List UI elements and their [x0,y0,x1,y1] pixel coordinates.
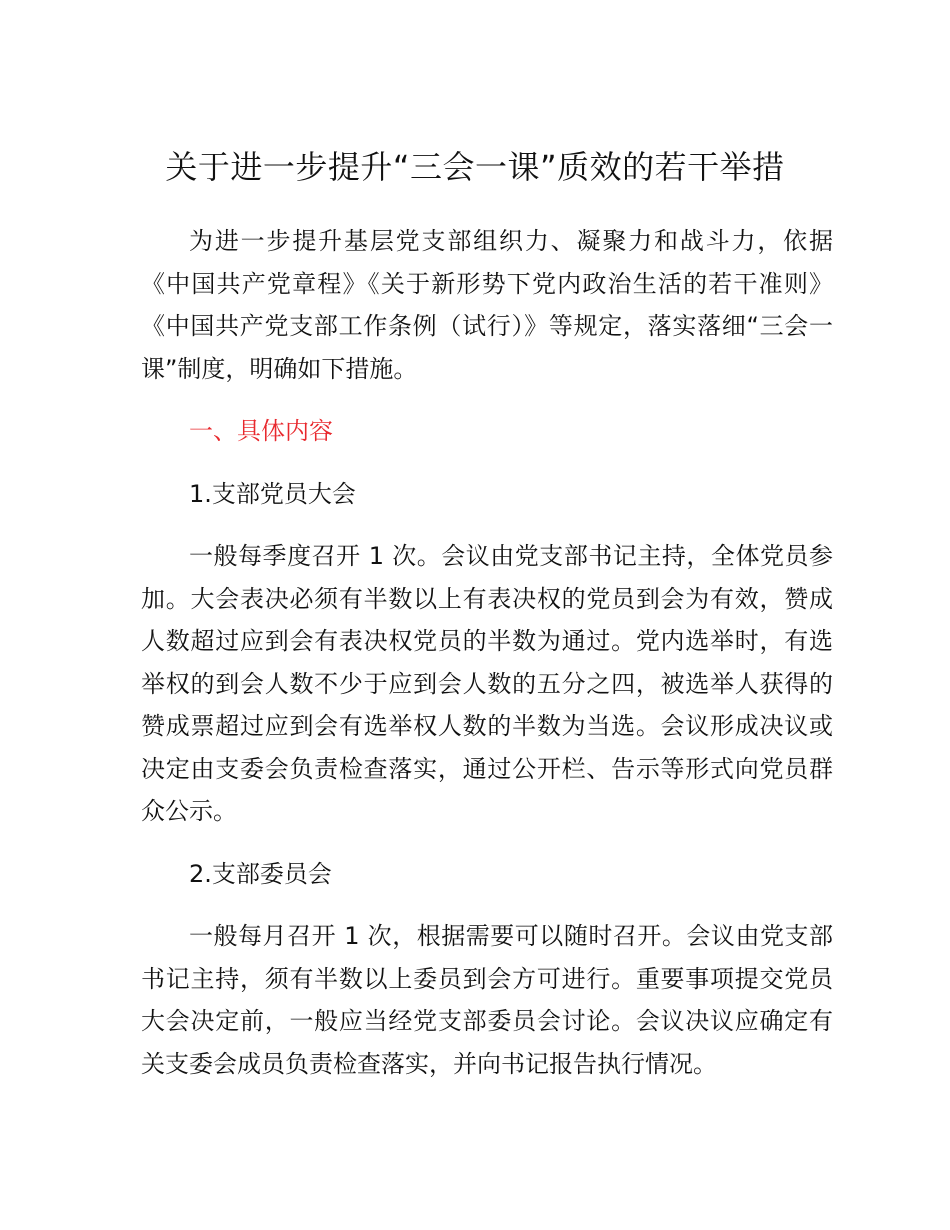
item1-heading: 1.支部党员大会 [189,480,356,508]
item1-paragraph: 一般每季度召开 1 次。会议由党支部书记主持，全体党员参加。大会表决必须有半数以上有表决权的党员到会为有效，赞成人数超过应到会有表决权党员的半数为通过。党内选举时，有选举权的到会人数不少于应到会人数的五分之四，被选举人获得的赞成票超过应到会有选举权人数的半数为当选。会议形成决议或决定由支委会负责检查落实，通过公开栏、告示等形式向党员群众公示。 [141,542,833,825]
item2-heading: 2.支部委员会 [189,860,332,888]
section-heading: 一、具体内容 [189,417,333,445]
item2-paragraph: 一般每月召开 1 次，根据需要可以随时召开。会议由党支部书记主持，须有半数以上委员到会方可进行。重要事项提交党员大会决定前，一般应当经党支部委员会讨论。会议决议应确定有关支委会成员负责检查落实，并向书记报告执行情况。 [141,922,833,1078]
intro-paragraph: 为进一步提升基层党支部组织力、凝聚力和战斗力，依据《中国共产党章程》《关于新形势下党内政治生活的若干准则》《中国共产党支部工作条例（试行）》等规定，落实落细“三会一课”制度，明确如下措施。 [141,227,833,383]
document-title: 关于进一步提升“三会一课”质效的若干举措 [165,148,785,186]
